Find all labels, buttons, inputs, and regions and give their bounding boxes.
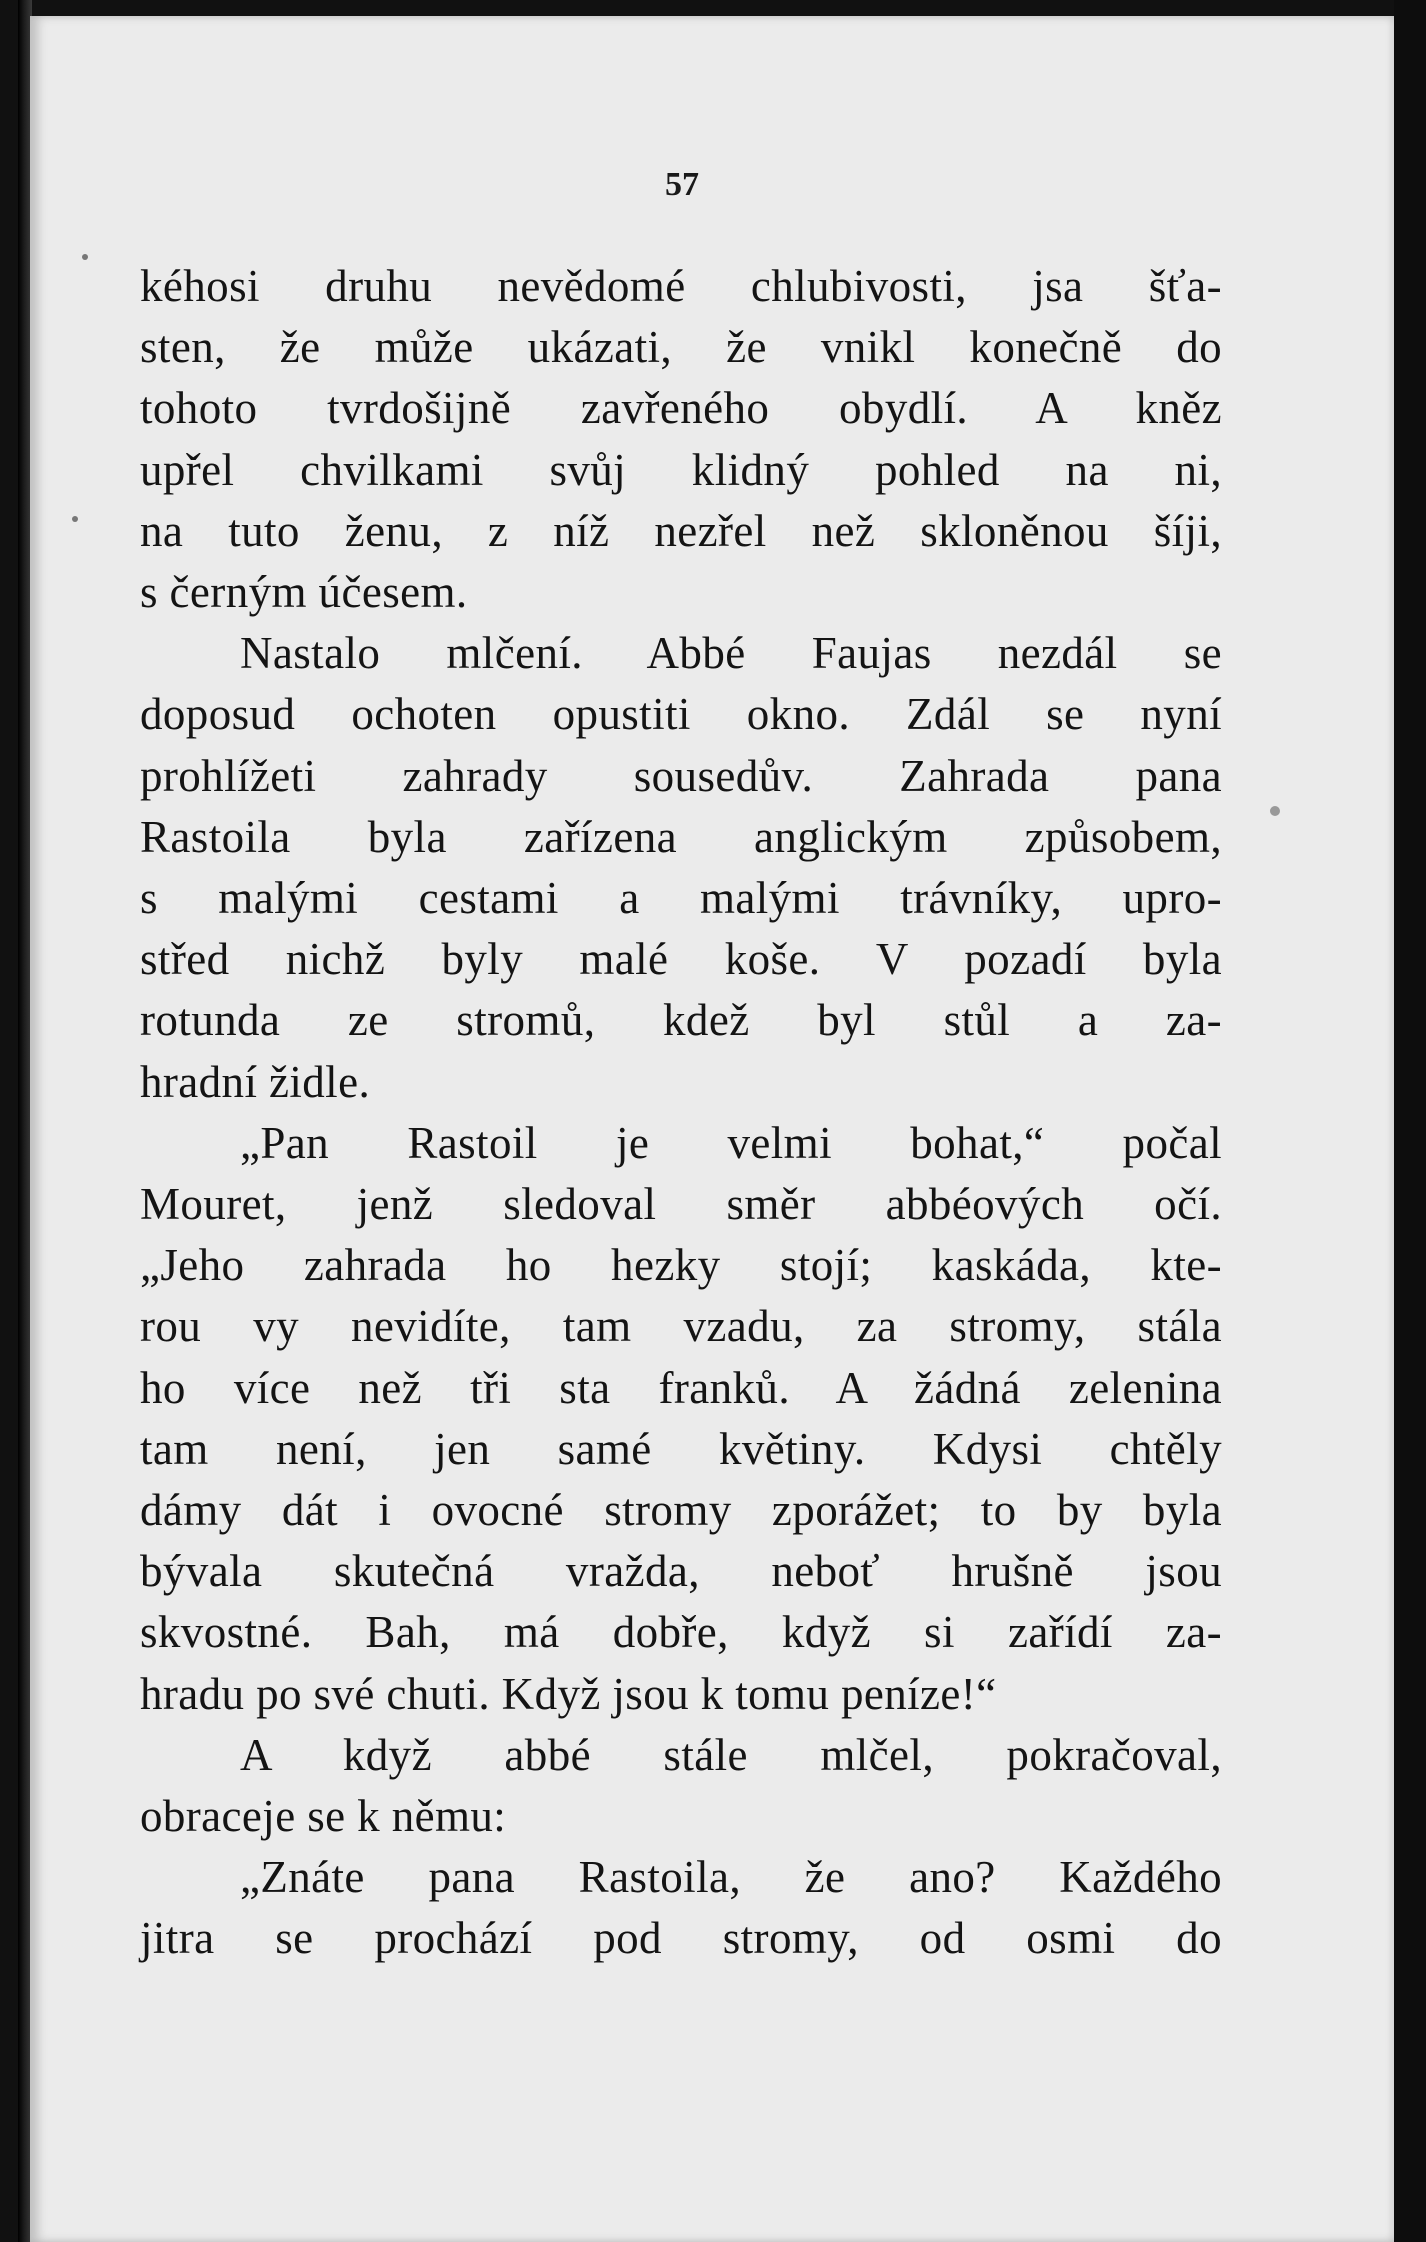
paragraph: [140, 1847, 1222, 1969]
speck: [82, 254, 88, 260]
text-line: doposud ochoten opustiti okno. Zdál se nyní: [140, 689, 1222, 740]
text-line: sten, že může ukázati, že vnikl konečně do: [140, 322, 1222, 373]
paragraph: [140, 623, 1222, 1113]
text-line: jitra se prochází pod stromy, od osmi do: [140, 1913, 1222, 1964]
speck: [1270, 806, 1280, 816]
text-line: A když abbé stále mlčel, pokračoval,: [240, 1729, 1222, 1780]
text-line: tohoto tvrdošijně zavřeného obydlí. A kněz: [140, 383, 1222, 434]
speck: [72, 516, 78, 522]
paragraph: [140, 1113, 1222, 1725]
text-line: dámy dát i ovocné stromy zporážet; to by byla: [140, 1485, 1222, 1536]
text-line: upřel chvilkami svůj klidný pohled na ni,: [140, 444, 1222, 495]
text-line: na tuto ženu, z níž nezřel než skloněnou šíji,: [140, 505, 1222, 556]
page-number: 57: [665, 166, 699, 203]
text-line: střed nichž byly malé koše. V pozadí byla: [140, 934, 1222, 985]
text-line: s černým účesem.: [140, 567, 468, 618]
text-line: skvostné. Bah, má dobře, když si zařídí za-: [140, 1607, 1222, 1658]
body-text: [140, 256, 1222, 1970]
text-line: s malými cestami a malými trávníky, upro-: [140, 873, 1222, 924]
text-line: obraceje se k němu:: [140, 1791, 507, 1842]
text-line: bývala skutečná vražda, neboť hrušně jsou: [140, 1546, 1222, 1597]
text-line: „Pan Rastoil je velmi bohat,“ počal: [240, 1117, 1222, 1168]
text-line: hradní židle.: [140, 1056, 371, 1107]
text-line: „Jeho zahrada ho hezky stojí; kaskáda, kte-: [140, 1240, 1222, 1291]
text-line: rotunda ze stromů, kdež byl stůl a za-: [140, 995, 1222, 1046]
text-line: Nastalo mlčení. Abbé Faujas nezdál se: [240, 628, 1222, 679]
text-line: ho více než tři sta franků. A žádná zelenina: [140, 1362, 1222, 1413]
paragraph: [140, 256, 1222, 623]
text-line: Rastoila byla zařízena anglickým způsobem,: [140, 811, 1222, 862]
scan-border: [1394, 0, 1426, 2242]
text-line: kéhosi druhu nevědomé chlubivosti, jsa šťa-: [140, 261, 1222, 311]
text-line: „Znáte pana Rastoila, že ano? Každého: [240, 1852, 1222, 1903]
paragraph: [140, 1725, 1222, 1847]
book-page: [30, 16, 1394, 2242]
text-line: tam není, jen samé květiny. Kdysi chtěly: [140, 1423, 1222, 1474]
text-line: hradu po své chuti. Když jsou k tomu peníze!“: [140, 1668, 997, 1719]
text-line: rou vy nevidíte, tam vzadu, za stromy, stála: [140, 1301, 1222, 1352]
text-line: prohlížeti zahrady sousedův. Zahrada pana: [140, 750, 1222, 801]
text-line: Mouret, jenž sledoval směr abbéových očí.: [140, 1179, 1222, 1230]
